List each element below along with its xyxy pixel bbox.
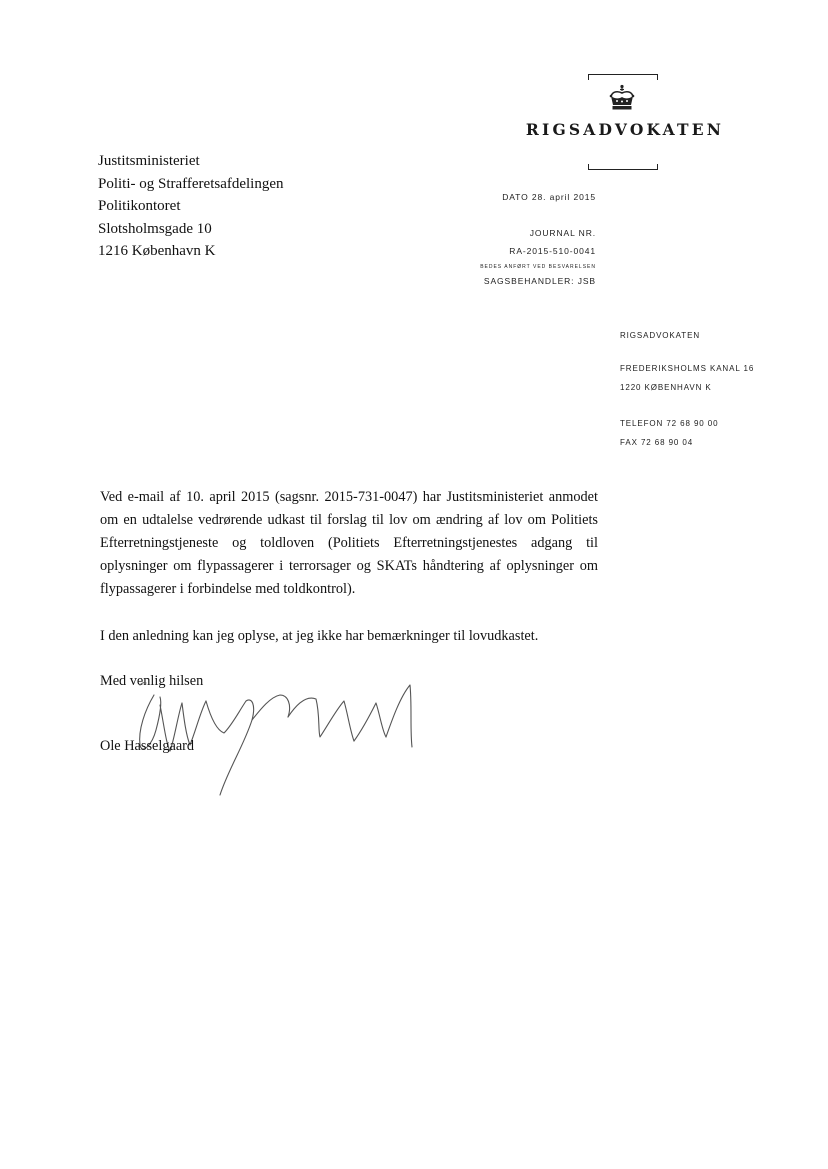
sender-city: 1220 KØBENHAVN K bbox=[620, 383, 712, 392]
recipient-line: Slotsholmsgade 10 bbox=[98, 220, 212, 237]
sender-org: RIGSADVOKATEN bbox=[620, 331, 701, 340]
recipient-address bbox=[98, 150, 284, 263]
journal-number: RA-2015-510-0041 bbox=[509, 246, 596, 256]
logo-bracket-top bbox=[588, 74, 658, 80]
closing-salutation: Med venlig hilsen bbox=[100, 673, 204, 689]
sender-street: FREDERIKSHOLMS KANAL 16 bbox=[620, 364, 755, 373]
royal-crown-icon bbox=[607, 84, 637, 112]
letterhead-logo bbox=[500, 72, 750, 177]
case-handler: SAGSBEHANDLER: JSB bbox=[483, 276, 596, 286]
body-paragraph: I den anledning kan jeg oplyse, at jeg ikke har bemærkninger til lovudkastet. bbox=[100, 628, 539, 644]
logo-bracket-bottom bbox=[588, 164, 658, 170]
body-paragraph: Ved e-mail af 10. april 2015 (sagsnr. 2015-731-0047) har Justitsministeriet anmodet om en udtalelse vedrørende udkast til forslag til lov om ændring af lov om Politiets Efterretningstjeneste og toldloven (Politiets Efterretningstjenestes adgang til oplysninger om flypassagerer i terrorsager og SKATs håndtering af oplysninger om flypassagerer i forbindelse med toldkontrol). bbox=[100, 489, 598, 597]
reference-note: BEDES ANFØRT VED BESVARELSEN bbox=[480, 264, 596, 270]
recipient-line: 1216 København K bbox=[98, 243, 216, 259]
journal-label: JOURNAL NR. bbox=[529, 228, 596, 238]
signer-name: Ole Hasselgaard bbox=[100, 738, 195, 754]
letterhead-org-name: RIGSADVOKATEN bbox=[525, 120, 725, 139]
sender-address bbox=[620, 331, 754, 447]
document-meta bbox=[480, 192, 596, 286]
sender-fax: FAX 72 68 90 04 bbox=[620, 438, 694, 447]
sender-phone: TELEFON 72 68 90 00 bbox=[620, 419, 719, 428]
recipient-line: Politi- og Strafferetsafdelingen bbox=[98, 175, 284, 192]
recipient-line: Justitsministeriet bbox=[98, 153, 200, 169]
recipient-line: Politikontoret bbox=[98, 198, 181, 214]
letter-body bbox=[100, 486, 598, 648]
date-line: DATO 28. april 2015 bbox=[502, 192, 596, 202]
